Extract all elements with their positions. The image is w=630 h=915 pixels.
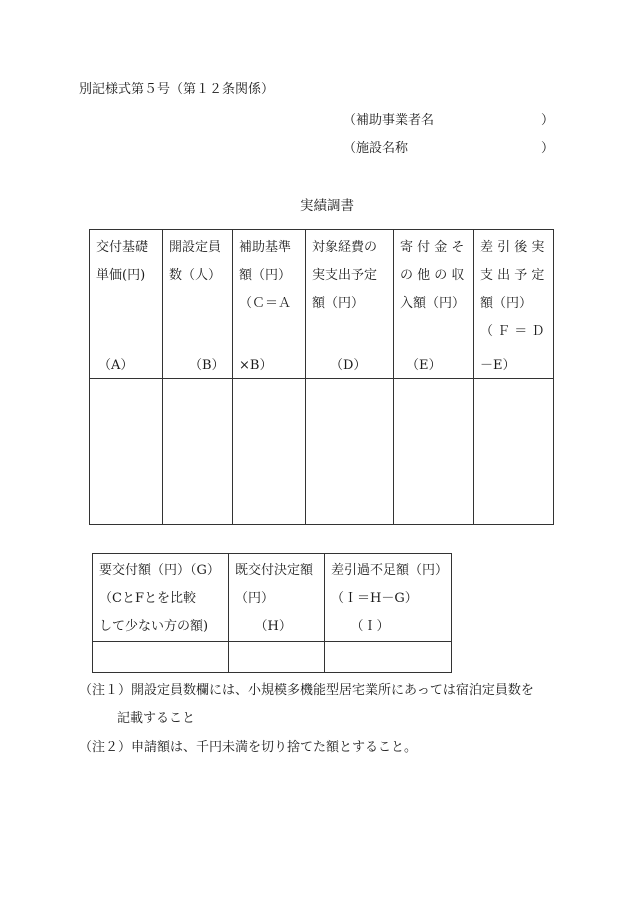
header-line: 額（円） [480, 296, 533, 311]
results-table-header-row [90, 230, 554, 379]
entry-cell-capacity[interactable] [163, 379, 233, 525]
header-cell-expenditure [306, 230, 394, 379]
document-title: 実績調書 [300, 198, 354, 214]
header-line: 単価(円) [96, 268, 146, 283]
header-line: 差引過不足額（円） [331, 563, 449, 578]
business-operator-name-label: （補助事業者名 [343, 113, 435, 128]
header-line: （Ｃ＝Ａ [239, 296, 292, 311]
entry-cell-unit-price[interactable] [90, 379, 163, 525]
grant-summary-entry-row [93, 642, 452, 673]
header-line: の 他 の 収 [400, 268, 465, 283]
header-line: （CとFとを比較 [99, 591, 196, 606]
header-cell-donations [394, 230, 474, 379]
entry-cell-donations[interactable] [394, 379, 474, 525]
header-line: 額（円） [312, 296, 365, 311]
form-number-label: 別記様式第５号（第１２条関係） [79, 82, 275, 97]
entry-cell-required-grant[interactable] [93, 642, 229, 673]
header-line: （円） [235, 591, 275, 606]
header-line: 対象経費の [312, 240, 378, 255]
entry-cell-net-expenditure[interactable] [474, 379, 554, 525]
header-line: 交付基礎 [96, 240, 149, 255]
column-code: （A） [98, 358, 134, 373]
column-code: （B） [189, 358, 225, 373]
header-line: （ Ｆ ＝ Ｄ [480, 324, 545, 339]
header-line: 寄 付 金 そ [400, 240, 465, 255]
header-line: （Ｉ＝H－G） [331, 591, 418, 606]
header-cell-unit-price [90, 230, 163, 379]
header-line: 入額（円） [400, 296, 466, 311]
header-line: 既交付決定額 [235, 563, 314, 578]
column-code: （E） [406, 358, 442, 373]
results-table [89, 229, 554, 525]
header-line: 開設定員 [169, 240, 222, 255]
note-2: （注２）申請額は、千円未満を切り捨てた額とすること。 [79, 740, 418, 755]
facility-name-label: （施設名称 [343, 141, 409, 156]
note-1-continuation: 記載すること [117, 711, 196, 726]
business-operator-name-close: ） [541, 113, 555, 128]
entry-cell-already-decided[interactable] [229, 642, 325, 673]
header-line: （H） [235, 619, 292, 634]
header-line: 数（人） [169, 268, 222, 283]
header-line: 要交付額（円）（G） [99, 563, 220, 578]
header-cell-difference [325, 554, 452, 642]
column-code: －E） [480, 358, 516, 373]
column-code: ×B） [239, 358, 273, 373]
header-cell-net-expenditure [474, 230, 554, 379]
grant-summary-header-row [93, 554, 452, 642]
results-table-entry-row [90, 379, 554, 525]
header-line: 実支出予定 [312, 268, 378, 283]
entry-cell-standard-amount[interactable] [233, 379, 306, 525]
header-line: 額（円） [239, 268, 292, 283]
header-line: 差 引 後 実 [480, 240, 545, 255]
facility-name-close: ） [541, 141, 555, 156]
header-cell-required-grant [93, 554, 229, 642]
header-cell-already-decided [229, 554, 325, 642]
entry-cell-expenditure[interactable] [306, 379, 394, 525]
header-line: （Ｉ） [331, 619, 390, 634]
header-line: 支 出 予 定 [480, 268, 545, 283]
note-1: （注１）開設定員数欄には、小規模多機能型居宅業所にあっては宿泊定員数を [79, 683, 534, 698]
header-cell-capacity [163, 230, 233, 379]
header-line: して少ない方の額) [99, 619, 209, 634]
entry-cell-difference[interactable] [325, 642, 452, 673]
header-cell-standard-amount [233, 230, 306, 379]
header-line: 補助基準 [239, 240, 292, 255]
grant-summary-table [92, 553, 452, 673]
column-code: （D） [330, 358, 367, 373]
